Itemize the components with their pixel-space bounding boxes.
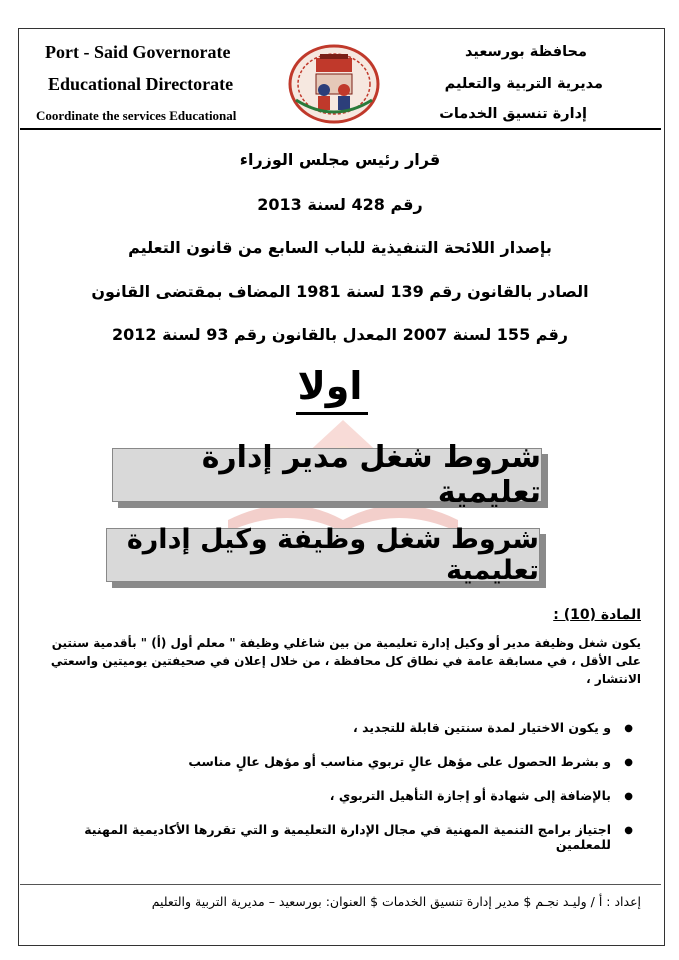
footer-credits: إعداد : أ / وليـد نجـم $ مدير إدارة تنسيق الخدمات $ العنوان: بورسعيد – مديرية التربية والتعليم	[151, 894, 641, 909]
list-item: ● و بشرط الحصول على مؤهل عالٍ تربوي مناسب أو مؤهل عالٍ مناسب	[30, 754, 633, 788]
header-divider	[20, 128, 661, 130]
list-item: ● بالإضافة إلى شهادة أو إجازة التأهيل التربوي ،	[30, 788, 633, 822]
decree-subject-line3: رقم 155 لسنة 2007 المعدل بالقانون رقم 93 لسنة 2012	[111, 325, 569, 344]
list-item: ● اجتياز برامج التنمية المهنية في مجال الإدارة التعليمية و التي تقررها الأكاديمية المهنية للمعلمين	[30, 822, 633, 856]
list-item: ● و يكون الاختيار لمدة سنتين قابلة للتجديد ،	[30, 720, 633, 754]
section-heading-underline	[296, 412, 368, 415]
decree-subject-line1: بإصدار اللائحة التنفيذية للباب السابع من قانون التعليم	[128, 238, 552, 257]
decree-subject-line2: الصادر بالقانون رقم 139 لسنة 1981 المضاف بمقتضى القانون	[91, 282, 589, 301]
header-ar-governorate: محافظة بورسعيد	[465, 44, 587, 60]
header-en-directorate: Educational Directorate	[48, 74, 234, 94]
governorate-logo-icon	[286, 40, 382, 124]
conditions-list	[30, 720, 633, 856]
banner-director-conditions: شروط شغل مدير إدارة تعليمية	[112, 448, 542, 502]
header-ar-department: إدارة تنسيق الخدمات	[439, 106, 587, 122]
decree-title: قرار رئيس مجلس الوزراء	[239, 150, 441, 169]
decree-number: رقم 428 لسنة 2013	[257, 195, 423, 214]
header-en-governorate: Port - Said Governorate	[45, 42, 231, 62]
article-paragraph: يكون شغل وظيفة مدير أو وكيل إدارة تعليمية من بين شاغلي وظيفة " معلم أول (أ) " بأقدمية سنتين على الأقل ، في مسابقة عامة في نطاق كل محافظة ، من خلال إعلان في صحيفتين يوميتين واسعتي الانتشار ،	[50, 636, 641, 686]
footer-divider	[20, 884, 661, 885]
header-ar-directorate: مديرية التربية والتعليم	[444, 76, 603, 92]
header-en-department: Coordinate the services Educational	[36, 108, 237, 123]
banner-deputy-conditions: شروط شغل وظيفة وكيل إدارة تعليمية	[106, 528, 540, 582]
article-label: المادة (10) :	[553, 607, 641, 623]
section-heading: اولا	[297, 364, 363, 408]
